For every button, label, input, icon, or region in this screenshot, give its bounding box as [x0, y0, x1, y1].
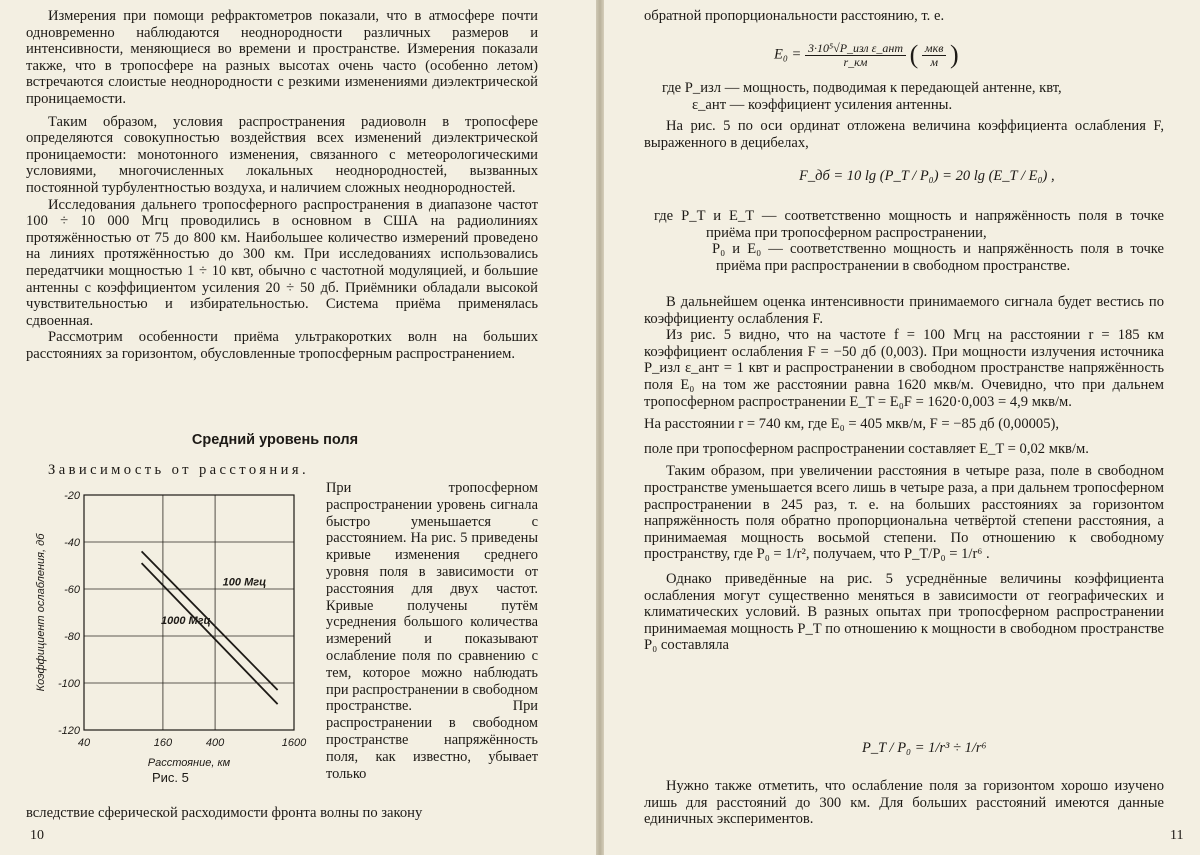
y-tick-label: -60 [64, 584, 80, 596]
equation-1 [774, 40, 959, 70]
series-label: 100 Мгц [222, 576, 267, 589]
left-para-1: Измерения при помощи рефрактометров показали, что в атмосфере почти одновременно наблюдаются неоднородности различных размеров и интенсивности, меняющиеся во времени и пространстве. Измерения показали также, что в тропосфере на разных высотах очень часто (особенно летом) встречаются слоистые неоднородности с резкими изменениями диэлектрической проницаемости. [26, 8, 538, 107]
right-text-block [644, 294, 1164, 654]
eq1-lhs: E₀ = [774, 46, 802, 63]
y-tick-label: -40 [64, 537, 80, 549]
x-tick-label: 40 [77, 737, 91, 749]
spaced-lead: Зависимость от расстояния. [48, 462, 309, 478]
y-axis-label: Коэффициент ослабления, дб [35, 533, 47, 692]
para-7: Таким образом, при увеличении расстояния в четыре раза, поле в свободном пространстве уменьшается всего лишь в четыре раза, а при дальнем тропосферном распространении в 245 раз, т. е. на больших расстояниях за горизонтом напряжённость поля обратно пропорциональна четвёртой степени расстояния, а принимаемая мощность восьмой степени. По отношению к свободному пространству, где P₀ = 1/r², получаем, что P_T/P₀ = 1/r⁶ . [644, 463, 1164, 563]
eq1-fraction [805, 42, 906, 69]
para-6: Из рис. 5 видно, что на частоте f = 100 Мгц на расстоянии r = 185 км коэффициент ослабления F = −50 дб (0,003). При мощности излучения источника P_изл ε_ант = 1 квт и распространении в свободном пространстве напряжённость поля E₀ на том же расстоянии равна 1620 мкв/м. Очевидно, что при дальнем тропосферном распространении E_T = E₀F = 1620·0,003 = 4,9 мкв/м. [644, 327, 1164, 410]
chart-series [142, 551, 278, 704]
eq1-paren-open: ( [909, 40, 919, 69]
page-number-right: 11 [1170, 828, 1184, 843]
left-para-4: Рассмотрим особенности приёма ультракоротких волн на больших расстояниях за горизонтом, обусловленные тропосферным распространением. [26, 329, 538, 362]
eq1-paren-close: ) [950, 40, 959, 69]
where-block-2 [654, 208, 1164, 274]
left-last-line: вследствие сферической расходимости фронта волны по закону [26, 805, 423, 821]
y-tick-label: -120 [57, 725, 80, 737]
attenuation-chart [26, 485, 326, 785]
where-3: где P_T и E_T — соответственно мощность и напряжённость поля в точке приёма при тропосферном распространении, [654, 208, 1164, 241]
where-1: где P_изл — мощность, подводимая к передающей антенне, квт, [662, 80, 1062, 96]
x-tick-label: 400 [205, 737, 225, 749]
eq1-numerator: 3·10⁵√P_изл ε_ант [805, 42, 906, 56]
where-4: P₀ и E₀ — соответственно мощность и напряжённость поля в точке приёма при распространении в свободном пространстве. [712, 241, 1164, 274]
para-5: В дальнейшем оценка интенсивности принимаемого сигнала будет вестись по коэффициенту ослабления F. [644, 294, 1164, 327]
line-740: На расстоянии r = 740 км, где E₀ = 405 мкв/м, F = −85 дб (0,00005), [644, 416, 1060, 433]
eq1-unit-denominator: м [930, 54, 938, 69]
left-text-block [26, 8, 538, 362]
x-axis-label: Расстояние, км [147, 757, 231, 769]
equation-3: P_T / P₀ = 1/r³ ÷ 1/r⁶ [862, 740, 987, 756]
x-tick-label: 1600 [281, 737, 307, 749]
where-2: ε_ант — коэффициент усиления антенны. [692, 96, 953, 113]
page-number-left: 10 [30, 828, 44, 843]
y-tick-label: -20 [64, 490, 80, 502]
figure-5 [26, 485, 326, 785]
chart-labels [35, 490, 307, 769]
left-para-3: Исследования дальнего тропосферного распространения в диапазоне частот 100 ÷ 10 000 Мгц проводились в основном в США на радиолиниях протяжённостью от 75 до 800 км. Наибольшее количество измерений проведено на линиях протяжённостью до 300 км. При исследованиях использовались передатчики мощностью 1 ÷ 10 квт, обычно с частотной модуляцией, и большие антенны с коэффициентом усиления 20 ÷ 50 дб. Приёмники обладали высокой чувствительностью и избирательностью. Система приёма применялась сдвоенная. [26, 196, 538, 329]
book-gutter [596, 0, 604, 855]
column-text: При тропосферном распространении уровень сигнала быстро уменьшается с расстоянием. На рис. 5 приведены кривые изменения среднего уровня поля в зависимости от расстояния для двух частот. Кривые получены путём усреднения большого количества измерений и показывают ослабление поля по сравнению с тем, которое можно наблюдать при распространении в свободном пространстве. При распространении в свободном пространстве напряжённость поля, как известно, убывает только [326, 480, 538, 782]
para-9-block [644, 778, 1164, 828]
where-block-1 [662, 80, 1162, 113]
right-page [604, 0, 1200, 855]
y-tick-label: -100 [57, 678, 80, 690]
series-label: 1000 Мгц [160, 615, 211, 628]
figure-caption: Рис. 5 [152, 770, 189, 785]
x-tick-label: 160 [153, 737, 173, 749]
section-heading: Средний уровень поля [191, 432, 359, 448]
eq1-denominator: r_км [843, 54, 868, 69]
equation-2: F_дб = 10 lg (P_T / P₀) = 20 lg (E_T / E₀) , [799, 168, 1055, 184]
para-8: Однако приведённые на рис. 5 усреднённые величины коэффициента ослабления могут существенно меняться в зависимости от географических и климатических условий. В разных опытах при тропосферном распространении принимаемая мощность P_T по отношению к мощности в свободном пространстве P₀ составляла [644, 570, 1164, 654]
para-9: Нужно также отметить, что ослабление поля за горизонтом хорошо изучено лишь для расстояний до 300 км. Для больших расстояний имеются данные единичных экспериментов. [644, 778, 1164, 828]
eq1-unit [922, 42, 946, 69]
y-tick-label: -80 [64, 631, 80, 643]
left-para-2: Таким образом, условия распространения радиоволн в тропосфере определяются совокупностью воздействия всех изменений диэлектрической проницаемости: монотонного изменения, связанного с метеорологическими условиями, многочисленных локальных неоднородностей, вызванных постоянной турбулентностью воздуха, и наличием сложных неоднородностей. [26, 113, 538, 196]
line-field: поле при тропосферном распространении составляет E_T = 0,02 мкв/м. [644, 440, 1089, 457]
para-fig: На рис. 5 по оси ординат отложена величина коэффициента ослабления F, выраженного в децибелах, [644, 118, 1164, 151]
eq1-unit-numerator: мкв [922, 42, 946, 56]
para-figure-ref [644, 118, 1164, 151]
right-line-1: обратной пропорциональности расстоянию, т. е. [644, 8, 945, 24]
left-page [0, 0, 596, 855]
